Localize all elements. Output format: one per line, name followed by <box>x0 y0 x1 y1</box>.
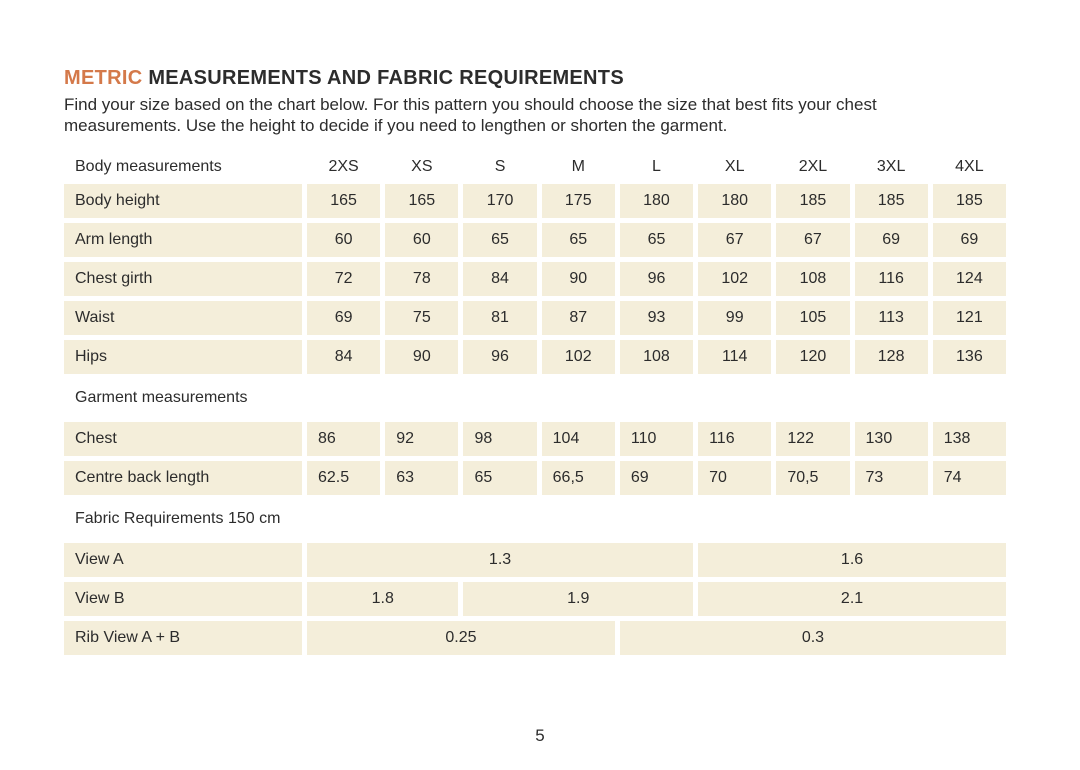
size-column-header: L <box>652 158 661 175</box>
value-cell: 67 <box>776 223 849 257</box>
value-cell: 185 <box>933 184 1006 218</box>
row-label: View A <box>64 543 302 577</box>
value-cell: 70 <box>698 461 771 495</box>
value-cell: 65 <box>463 461 536 495</box>
value-cell: 128 <box>855 340 928 374</box>
row-label: Hips <box>64 340 302 374</box>
value-cell: 136 <box>933 340 1006 374</box>
value-cell: 170 <box>463 184 536 218</box>
fabric-requirement-row <box>64 621 1006 655</box>
row-label: Arm length <box>64 223 302 257</box>
body-measurement-row <box>64 301 1006 335</box>
section-header-fabric <box>64 500 1006 538</box>
merged-value-cell: 0.3 <box>620 621 1006 655</box>
value-cell: 102 <box>698 262 771 296</box>
page-title-rest: MEASUREMENTS AND FABRIC REQUIREMENTS <box>142 67 624 89</box>
value-cell: 84 <box>463 262 536 296</box>
value-cell: 185 <box>776 184 849 218</box>
value-cell: 108 <box>620 340 693 374</box>
value-cell: 96 <box>463 340 536 374</box>
value-cell: 120 <box>776 340 849 374</box>
value-cell: 102 <box>542 340 615 374</box>
value-cell: 67 <box>698 223 771 257</box>
value-cell: 185 <box>855 184 928 218</box>
value-cell: 96 <box>620 262 693 296</box>
body-measurement-row <box>64 262 1006 296</box>
value-cell: 69 <box>620 461 693 495</box>
size-column-header: 4XL <box>955 158 984 175</box>
value-cell: 63 <box>385 461 458 495</box>
value-cell: 98 <box>463 422 536 456</box>
value-cell: 78 <box>385 262 458 296</box>
value-cell: 84 <box>307 340 380 374</box>
value-cell: 81 <box>463 301 536 335</box>
size-header-label: Body measurements <box>75 158 222 175</box>
value-cell: 69 <box>933 223 1006 257</box>
merged-value-cell: 1.6 <box>698 543 1006 577</box>
size-column-header: XL <box>724 158 745 175</box>
row-label: Waist <box>64 301 302 335</box>
value-cell: 65 <box>620 223 693 257</box>
value-cell: 72 <box>307 262 380 296</box>
section-label: Garment measurements <box>75 389 248 406</box>
value-cell: 66,5 <box>542 461 615 495</box>
value-cell: 73 <box>855 461 928 495</box>
fabric-requirement-row <box>64 543 1006 577</box>
value-cell: 130 <box>855 422 928 456</box>
intro-text: Find your size based on the chart below. For this pattern you should choose the size that best fits your chest measurements. Use the height to decide if you need to lengthen or shorten the garment. <box>64 95 877 135</box>
size-column-header: XS <box>411 158 433 175</box>
value-cell: 105 <box>776 301 849 335</box>
body-measurement-row <box>64 340 1006 374</box>
fabric-requirement-row <box>64 582 1006 616</box>
value-cell: 116 <box>855 262 928 296</box>
value-cell: 90 <box>542 262 615 296</box>
garment-measurement-row <box>64 461 1006 495</box>
value-cell: 122 <box>776 422 849 456</box>
value-cell: 116 <box>698 422 771 456</box>
value-cell: 175 <box>542 184 615 218</box>
merged-value-cell: 0.25 <box>307 621 615 655</box>
value-cell: 180 <box>698 184 771 218</box>
row-label: Centre back length <box>64 461 302 495</box>
value-cell: 70,5 <box>776 461 849 495</box>
value-cell: 65 <box>542 223 615 257</box>
body-measurement-row <box>64 223 1006 257</box>
merged-value-cell: 1.9 <box>463 582 693 616</box>
body-measurement-row <box>64 184 1006 218</box>
value-cell: 124 <box>933 262 1006 296</box>
merged-value-cell: 2.1 <box>698 582 1006 616</box>
value-cell: 165 <box>307 184 380 218</box>
value-cell: 93 <box>620 301 693 335</box>
value-cell: 60 <box>307 223 380 257</box>
row-label: View B <box>64 582 302 616</box>
row-label: Rib View A + B <box>64 621 302 655</box>
row-label: Chest <box>64 422 302 456</box>
garment-measurement-row <box>64 422 1006 456</box>
value-cell: 62.5 <box>307 461 380 495</box>
value-cell: 92 <box>385 422 458 456</box>
value-cell: 87 <box>542 301 615 335</box>
value-cell: 110 <box>620 422 693 456</box>
row-label: Chest girth <box>64 262 302 296</box>
page-title <box>0 0 1080 90</box>
value-cell: 86 <box>307 422 380 456</box>
row-label: Body height <box>64 184 302 218</box>
value-cell: 74 <box>933 461 1006 495</box>
value-cell: 69 <box>855 223 928 257</box>
size-column-header: M <box>571 158 585 175</box>
size-column-header: 2XS <box>328 158 359 175</box>
value-cell: 69 <box>307 301 380 335</box>
value-cell: 65 <box>463 223 536 257</box>
value-cell: 75 <box>385 301 458 335</box>
value-cell: 113 <box>855 301 928 335</box>
value-cell: 104 <box>542 422 615 456</box>
value-cell: 180 <box>620 184 693 218</box>
value-cell: 90 <box>385 340 458 374</box>
value-cell: 114 <box>698 340 771 374</box>
size-column-header: 3XL <box>876 158 906 175</box>
merged-value-cell: 1.8 <box>307 582 458 616</box>
page-title-accent: METRIC <box>64 67 143 89</box>
size-header-row <box>64 155 1006 179</box>
value-cell: 165 <box>385 184 458 218</box>
value-cell: 60 <box>385 223 458 257</box>
page-number: 5 <box>535 726 545 745</box>
merged-value-cell: 1.3 <box>307 543 693 577</box>
value-cell: 99 <box>698 301 771 335</box>
size-column-header: 2XL <box>798 158 828 175</box>
value-cell: 108 <box>776 262 849 296</box>
measurements-table <box>59 150 1011 660</box>
size-column-header: S <box>494 158 506 175</box>
section-header-garment <box>64 379 1006 417</box>
section-label: Fabric Requirements 150 cm <box>75 510 281 527</box>
value-cell: 121 <box>933 301 1006 335</box>
value-cell: 138 <box>933 422 1006 456</box>
